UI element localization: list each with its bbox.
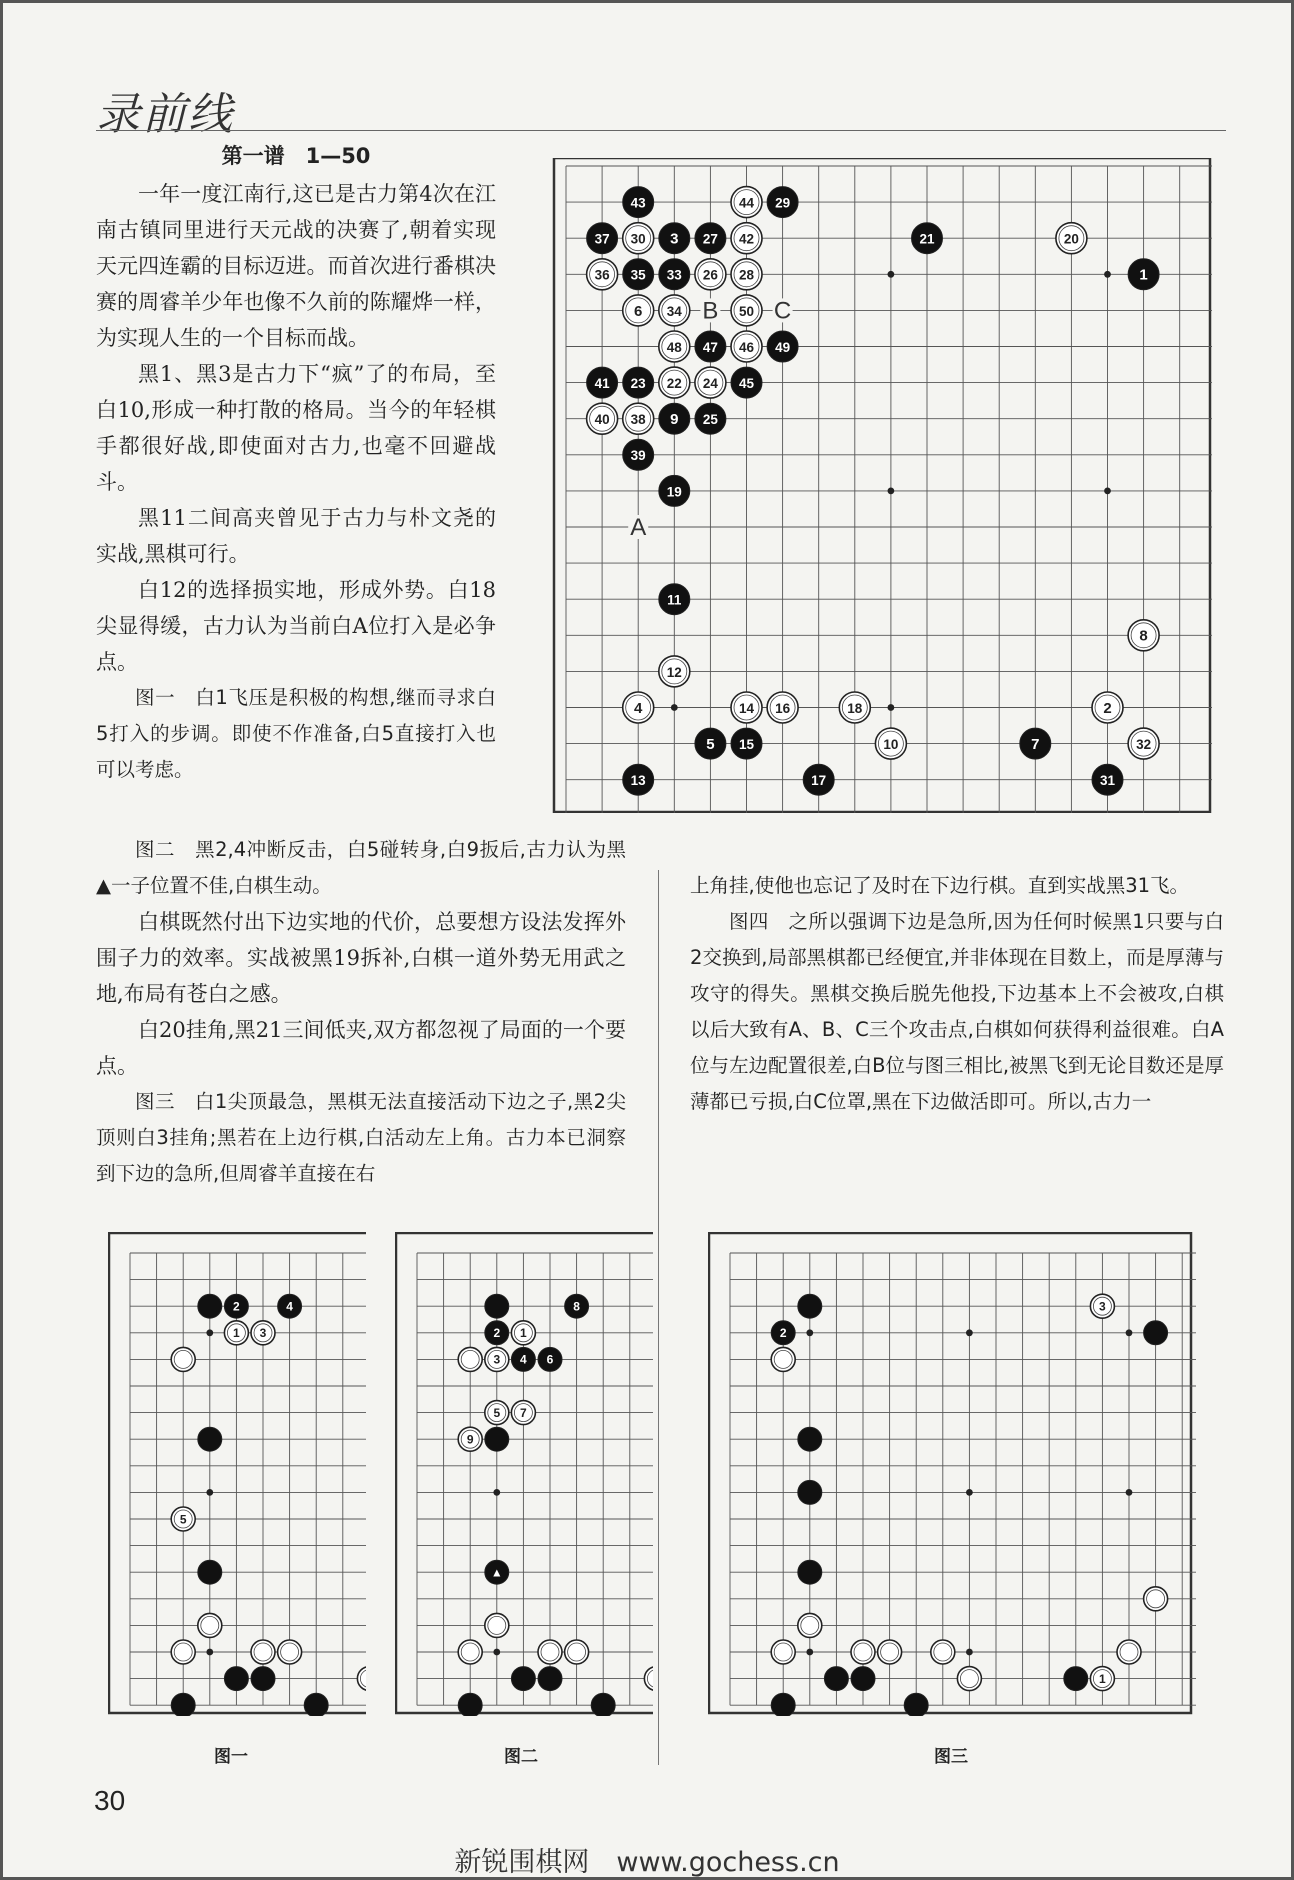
white-stone (458, 1427, 482, 1451)
white-stone (731, 331, 762, 362)
board-letter: A (630, 514, 647, 541)
black-stone (587, 223, 618, 254)
move-number: 8 (1139, 627, 1148, 645)
paragraph: 白棋既然付出下边实地的代价，总要想方设法发挥外围子力的效率。实战被黑19拆补,白棋一道外势无用武之地,布局有苍白之感。 (96, 910, 626, 1006)
black-stone (304, 1693, 328, 1716)
move-number: 16 (775, 700, 791, 716)
star-point (966, 1329, 973, 1336)
black-stone (695, 403, 726, 434)
black-stone (224, 1667, 248, 1691)
star-point (1126, 1489, 1133, 1496)
move-number: 18 (847, 700, 863, 716)
move-number: 47 (702, 339, 718, 355)
figure-2-board (395, 1232, 653, 1716)
white-stone (251, 1640, 275, 1664)
white-stone (771, 1347, 795, 1371)
white-stone (1128, 620, 1159, 651)
paragraph: 上角挂,使他也忘记了及时在下边行棋。直到实战黑31飞。 (690, 874, 1190, 897)
black-stone (458, 1693, 482, 1716)
main-game-board (552, 158, 1212, 813)
black-stone (731, 367, 762, 398)
black-stone (798, 1427, 822, 1451)
white-stone (644, 1667, 653, 1691)
black-stone (767, 187, 798, 218)
move-number: 7 (520, 1405, 527, 1420)
white-stone (171, 1347, 195, 1371)
white-stone (587, 259, 618, 290)
white-stone (1090, 1294, 1114, 1318)
white-stone (251, 1321, 275, 1345)
white-stone (565, 1640, 589, 1664)
black-stone (824, 1667, 848, 1691)
black-stone (731, 728, 762, 759)
move-number: 6 (546, 1352, 554, 1367)
paragraph-fig1: 图一 白1飞压是积极的构想,继而寻求白5打入的步调。即使不作准备,白5直接打入也可以考虑。 (96, 686, 496, 781)
move-number: 45 (738, 376, 755, 391)
white-stone (731, 295, 762, 326)
white-stone (485, 1401, 509, 1425)
move-number: 2 (779, 1326, 787, 1341)
black-stone (224, 1294, 248, 1318)
move-number: 31 (1099, 773, 1116, 789)
white-stone (1144, 1587, 1168, 1611)
move-number: 3 (259, 1326, 267, 1341)
star-point (671, 704, 678, 711)
black-stone (171, 1693, 195, 1716)
header-rule (96, 130, 1226, 131)
black-stone (659, 223, 690, 254)
black-stone (511, 1667, 535, 1691)
move-number: 38 (630, 412, 646, 428)
white-stone (1128, 728, 1159, 759)
page-number: 30 (94, 1785, 126, 1816)
move-number: 1 (520, 1326, 527, 1341)
star-point (966, 1649, 973, 1656)
lecture-title: 第一谱 1—50 (221, 144, 371, 168)
black-stone (587, 367, 618, 398)
black-stone (1020, 728, 1051, 759)
paragraph: 一年一度江南行,这已是古力第4次在江南古镇同里进行天元战的决赛了,朝着实现天元四连霸的目标迈进。而首次进行番棋决赛的周睿羊少年也像不久前的陈耀烨一样，为实现人生的一个目标而战。 (96, 182, 496, 350)
black-stone (1144, 1321, 1168, 1345)
black-stone (771, 1693, 795, 1716)
star-point (966, 1489, 973, 1496)
black-stone (695, 728, 726, 759)
move-number: 6 (634, 302, 643, 320)
move-number: 5 (493, 1405, 501, 1420)
paragraph: 黑11二间高夹曾见于古力与朴文尧的实战,黑棋可行。 (96, 506, 496, 566)
move-number: 23 (630, 376, 646, 391)
move-number: 4 (634, 699, 643, 717)
black-stone (485, 1560, 509, 1584)
white-stone (1092, 692, 1123, 723)
move-number: 13 (630, 773, 646, 789)
white-stone (731, 223, 762, 254)
white-stone (798, 1613, 822, 1637)
white-stone (171, 1640, 195, 1664)
black-stone (771, 1321, 795, 1345)
move-number: 20 (1063, 231, 1079, 247)
black-stone (659, 475, 690, 506)
move-number: 26 (702, 267, 718, 283)
move-number: 29 (775, 195, 791, 211)
black-stone (511, 1347, 535, 1371)
black-stone (623, 259, 654, 290)
paragraph: 白20挂角,黑21三间低夹,双方都忽视了局面的一个要点。 (96, 1018, 626, 1078)
move-number: 15 (738, 737, 755, 752)
black-stone (198, 1294, 222, 1318)
white-stone (1117, 1640, 1141, 1664)
white-stone (659, 656, 690, 687)
move-number: 19 (666, 484, 682, 500)
black-stone (623, 367, 654, 398)
white-stone (695, 367, 726, 398)
black-stone (659, 584, 690, 615)
move-number: 39 (630, 448, 646, 464)
left-column-text (96, 176, 496, 788)
white-stone (623, 403, 654, 434)
running-header-title: 录前线 (96, 89, 234, 140)
move-number: 1 (1099, 1671, 1106, 1686)
move-number: 8 (573, 1299, 580, 1314)
white-stone (878, 1640, 902, 1664)
move-number: 10 (883, 737, 899, 752)
white-stone (278, 1640, 302, 1664)
move-number: 2 (493, 1326, 501, 1341)
black-stone (251, 1667, 275, 1691)
figure-3-board (708, 1232, 1196, 1716)
move-number: 22 (666, 376, 682, 391)
move-number: 11 (667, 592, 682, 608)
paragraph: 图四 之所以强调下边是急所,因为任何时候黑1只要与白2交换到,局部黑棋都已经便宜,并非体现在目数上，而是厚薄与攻守的得失。黑棋交换后脱先他投,下边基本上不会被攻,白棋以后大致有A、B、C三个攻击点,白棋如何获得利益很难。白A位与左边配置很差,白B位与图三相比,被黑飞到无论目数还是厚薄都已亏损,白C位罩,黑在下边做活即可。所以,古力一 (690, 910, 1224, 1113)
black-stone (1128, 259, 1159, 290)
white-stone (623, 223, 654, 254)
black-stone (198, 1427, 222, 1451)
white-stone (659, 295, 690, 326)
star-point (493, 1489, 500, 1496)
move-number: 4 (520, 1352, 527, 1367)
black-stone (912, 223, 943, 254)
move-number: 49 (775, 339, 791, 355)
move-number: 2 (233, 1299, 240, 1314)
white-stone (659, 331, 690, 362)
move-number: 3 (1099, 1299, 1106, 1314)
star-point (206, 1649, 213, 1656)
black-stone (623, 439, 654, 470)
white-stone (171, 1507, 195, 1531)
move-number: 24 (702, 376, 718, 391)
white-stone (851, 1640, 875, 1664)
black-stone (485, 1321, 509, 1345)
move-number: 50 (738, 303, 755, 319)
star-point (206, 1329, 213, 1336)
move-number: 5 (179, 1512, 187, 1527)
right-column-text (690, 868, 1224, 1120)
black-stone (798, 1294, 822, 1318)
white-stone (767, 692, 798, 723)
move-number: 28 (738, 267, 755, 283)
board-letter: B (702, 297, 719, 325)
white-stone (731, 692, 762, 723)
white-stone (623, 692, 654, 723)
move-number: ▲ (490, 1565, 503, 1580)
white-stone (875, 728, 906, 759)
paragraph: 黑1、黑3是古力下“疯”了的布局，至白10,形成一种打散的格局。当今的年轻棋手都很好战,即使面对古力,也毫不回避战斗。 (96, 362, 496, 494)
move-number: 5 (706, 736, 715, 753)
white-stone (458, 1640, 482, 1664)
star-point (206, 1489, 213, 1496)
white-stone (511, 1401, 535, 1425)
black-stone (485, 1427, 509, 1451)
black-stone (798, 1480, 822, 1504)
white-stone (357, 1667, 366, 1691)
move-number: 36 (594, 267, 610, 283)
move-number: 12 (666, 664, 682, 680)
move-number: 4 (286, 1299, 293, 1314)
black-stone (767, 331, 798, 362)
figure-2-caption: 图二 (504, 1747, 538, 1767)
move-number: 9 (670, 411, 679, 429)
black-stone (1092, 764, 1123, 795)
white-stone (485, 1613, 509, 1637)
black-stone (904, 1693, 928, 1716)
move-number: 2 (1103, 699, 1112, 717)
paragraph: 白12的选择损实地，形成外势。白18尖显得缓，古力认为当前白A位打入是必争点。 (96, 578, 496, 674)
black-stone (659, 259, 690, 290)
white-stone (458, 1347, 482, 1371)
figure-3-caption: 图三 (934, 1747, 968, 1767)
black-stone (565, 1294, 589, 1318)
paragraph: 图三 白1尖顶最急，黑棋无法直接活动下边之子,黑2尖顶则白3挂角;黑若在上边行棋,白活动左上角。古力本已洞察到下边的急所,但周睿羊直接在右 (96, 1090, 626, 1185)
move-number: 21 (919, 231, 935, 247)
move-number: 33 (666, 267, 682, 283)
move-number: 35 (630, 267, 646, 283)
move-number: 7 (1031, 736, 1040, 753)
board-frame (396, 1233, 653, 1713)
star-point (888, 488, 895, 495)
star-point (888, 704, 895, 711)
black-stone (538, 1667, 562, 1691)
move-number: 27 (702, 231, 718, 247)
move-number: 44 (738, 195, 755, 211)
move-number: 1 (1139, 266, 1148, 284)
white-stone (538, 1640, 562, 1664)
move-number: 25 (702, 412, 718, 428)
black-stone (198, 1560, 222, 1584)
white-stone (1090, 1667, 1114, 1691)
move-number: 1 (233, 1326, 240, 1341)
white-stone (1056, 223, 1087, 254)
black-stone (851, 1667, 875, 1691)
star-point (888, 271, 895, 278)
black-stone (591, 1693, 615, 1716)
white-stone (485, 1347, 509, 1371)
move-number: 42 (738, 231, 755, 247)
black-stone (695, 331, 726, 362)
white-stone (587, 403, 618, 434)
white-stone (659, 367, 690, 398)
move-number: 43 (630, 195, 646, 211)
move-number: 3 (493, 1352, 501, 1367)
star-point (806, 1329, 813, 1336)
white-stone (931, 1640, 955, 1664)
column-divider (658, 870, 659, 1765)
wide-column-text (96, 832, 626, 1192)
site-watermark: 新锐围棋网 www.gochess.cn (454, 1847, 840, 1878)
move-number: 30 (630, 231, 646, 247)
move-number: 17 (811, 773, 827, 789)
move-number: 40 (594, 412, 610, 428)
move-number: 37 (594, 231, 610, 247)
white-stone (731, 187, 762, 218)
white-stone (731, 259, 762, 290)
move-number: 9 (466, 1432, 474, 1447)
move-number: 41 (594, 376, 610, 391)
black-stone (623, 187, 654, 218)
star-point (493, 1649, 500, 1656)
white-stone (198, 1613, 222, 1637)
paragraph: 图二 黑2,4冲断反击，白5碰转身,白9扳后,古力认为黑▲一子位置不佳,白棋生动。 (96, 838, 626, 897)
white-stone (839, 692, 870, 723)
move-number: 14 (738, 700, 755, 716)
white-stone (957, 1667, 981, 1691)
black-stone (659, 403, 690, 434)
white-stone (511, 1321, 535, 1345)
white-stone (695, 259, 726, 290)
star-point (1104, 488, 1111, 495)
star-point (1126, 1329, 1133, 1336)
move-number: 34 (666, 303, 682, 319)
star-point (1104, 271, 1111, 278)
board-letter: C (773, 297, 792, 325)
move-number: 48 (666, 339, 682, 355)
black-stone (798, 1560, 822, 1584)
black-stone (695, 223, 726, 254)
black-stone (623, 764, 654, 795)
figure-1-caption: 图一 (214, 1747, 248, 1767)
white-stone (623, 295, 654, 326)
move-number: 46 (738, 339, 755, 355)
white-stone (771, 1640, 795, 1664)
black-stone (278, 1294, 302, 1318)
black-stone (803, 764, 834, 795)
white-stone (224, 1321, 248, 1345)
move-number: 32 (1136, 737, 1152, 752)
black-stone (485, 1294, 509, 1318)
move-number: 3 (670, 230, 679, 248)
figure-1-board (108, 1232, 366, 1716)
black-stone (538, 1347, 562, 1371)
black-stone (1064, 1667, 1088, 1691)
star-point (806, 1649, 813, 1656)
